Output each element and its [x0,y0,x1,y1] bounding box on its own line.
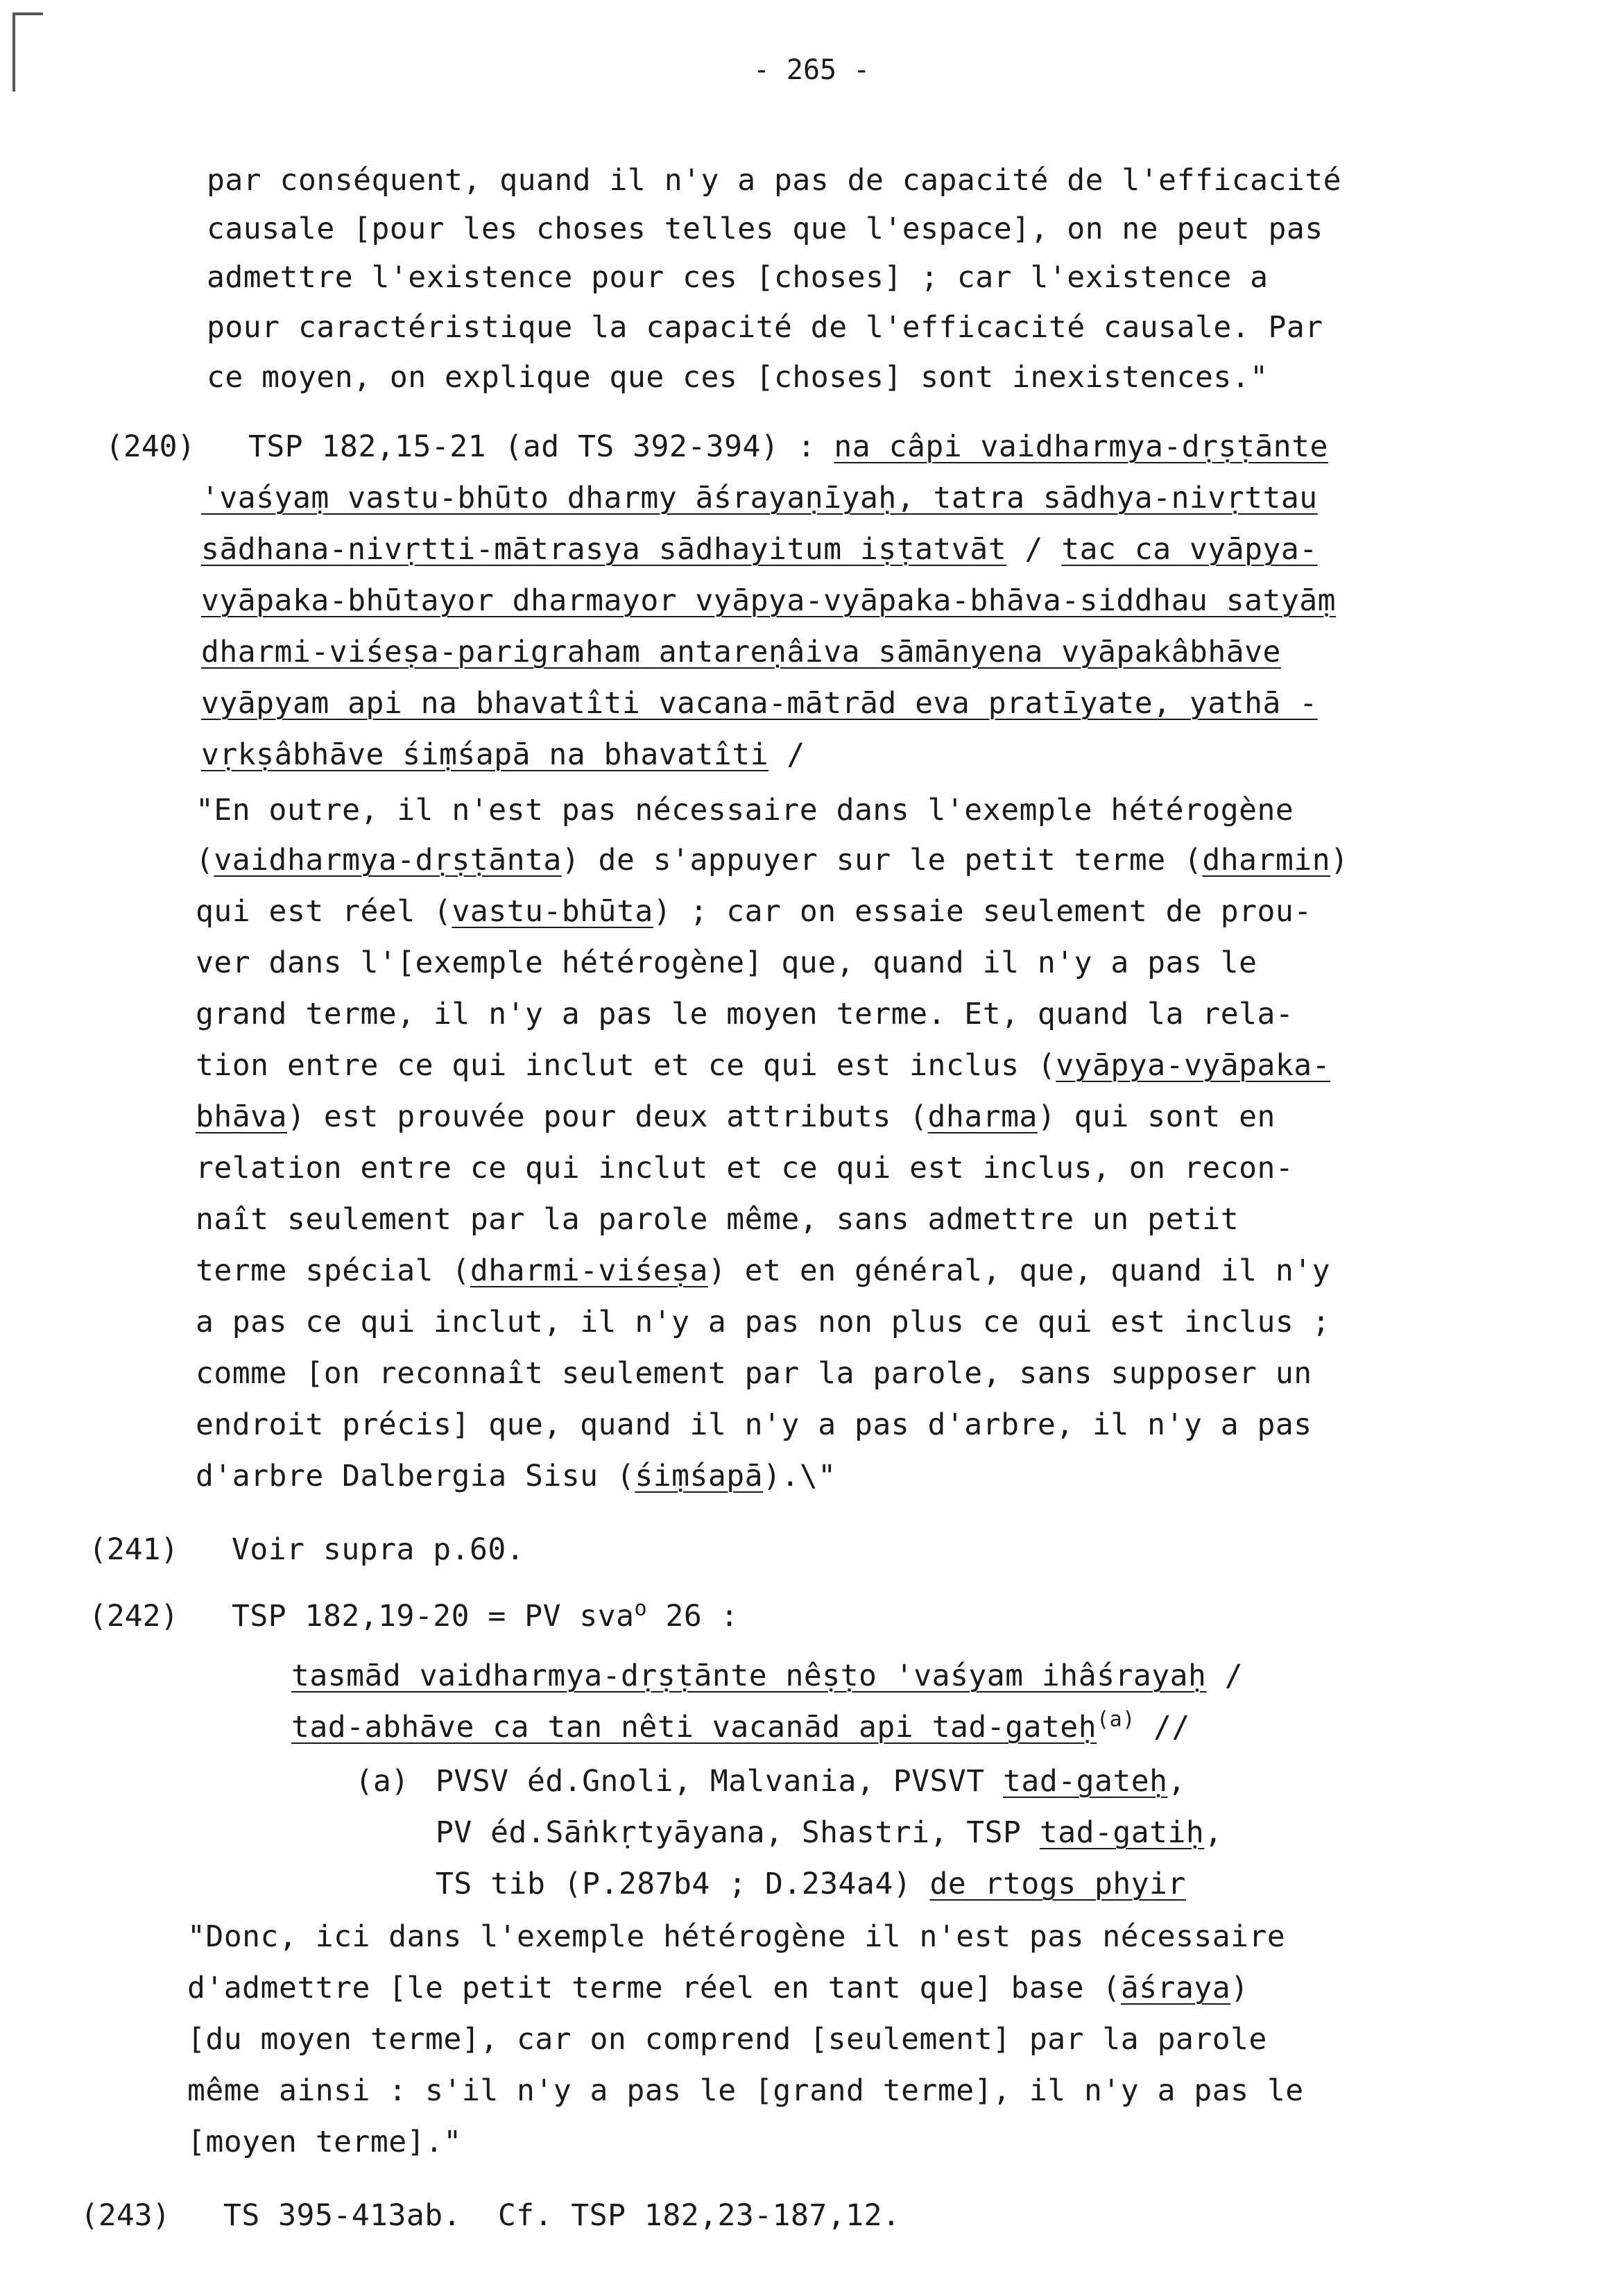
translation-line: tion entre ce qui inclut et ce qui est inclus (vyāpya-vyāpaka- [196,1048,1331,1083]
text-line: par conséquent, quand il n'y a pas de capacité de l'efficacité [207,163,1342,198]
translation-line: "En outre, il n'est pas nécessaire dans l'exemple hétérogène [196,793,1294,828]
sanskrit-quote-line: vṛkṣâbhāve śiṃśapā na bhavatîti / [201,737,805,772]
translation-line: d'arbre Dalbergia Sisu (śiṃśapā).\" [196,1459,836,1493]
note-240-head: TSP 182,15-21 (ad TS 392-394) : na câpi vaidharmya-dṛṣṭānte [248,429,1328,464]
text-line: admettre l'existence pour ces [choses] ; car l'existence a [207,260,1269,295]
translation-line: [moyen terme]." [187,2125,462,2159]
translation-line: même ainsi : s'il n'y a pas le [grand terme], il n'y a pas le [187,2073,1304,2108]
translation-line: terme spécial (dharmi-viśeṣa) et en général, que, quand il n'y [196,1253,1331,1288]
page-number: - 265 - [753,54,870,86]
note-243-text: TS 395-413ab. Cf. TSP 182,23-187,12. [223,2198,901,2233]
sanskrit-quote: na câpi vaidharmya-dṛṣṭānte [834,429,1328,464]
sanskrit-quote-line: sādhana-nivṛtti-mātrasya sādhayitum iṣṭatvāt / tac ca vyāpya- [201,532,1318,567]
note-label-241: (241) [89,1532,179,1567]
translation-line: "Donc, ici dans l'exemple hétérogène il n'est pas nécessaire [187,1919,1286,1954]
note-label-242: (242) [89,1599,179,1634]
sanskrit-quote-line: 'vaśyaṃ vastu-bhūto dharmy āśrayaṇīyaḥ, tatra sādhya-nivṛttau [201,481,1318,515]
note-242-head: TSP 182,19-20 = PV sva$^o$ 26 : [232,1596,739,1634]
translation-line: grand terme, il n'y a pas le moyen terme. Et, quand la rela- [196,997,1294,1031]
text-line: causale [pour les choses telles que l'espace], on ne peut pas [207,212,1323,246]
note-label-243: (243) [80,2198,171,2233]
translation-line: ver dans l'[exemple hétérogène] que, quand il n'y a pas le [196,945,1257,980]
variant-label: (a) [355,1764,409,1799]
verse-line: tad-abhāve ca tan nêti vacanād api tad-gateḥ$^{(a)}$ // [291,1707,1190,1745]
sanskrit-quote-line: dharmi-viśeṣa-parigraham antareṇâiva sāmānyena vyāpakâbhāve [201,635,1281,669]
translation-line: (vaidharmya-dṛṣṭānta) de s'appuyer sur le petit terme (dharmin) [196,843,1349,877]
translation-line: endroit précis] que, quand il n'y a pas d'arbre, il n'y a pas [196,1407,1312,1442]
translation-line: naît seulement par la parole même, sans admettre un petit [196,1202,1239,1237]
translation-line: relation entre ce qui inclut et ce qui est inclus, on recon- [196,1151,1294,1185]
translation-line: [du moyen terme], car on comprend [seulement] par la parole [187,2022,1267,2057]
variant-line: TS tib (P.287b4 ; D.234a4) de rtogs phyir [436,1867,1186,1901]
note-label-240: (240) [105,429,196,464]
translation-line: d'admettre [le petit terme réel en tant que] base (āśraya) [187,1971,1249,2005]
text-line: pour caractéristique la capacité de l'efficacité causale. Par [207,310,1323,345]
translation-line: bhāva) est prouvée pour deux attributs (dharma) qui sont en [196,1099,1276,1134]
translation-line: comme [on reconnaît seulement par la parole, sans supposer un [196,1356,1312,1391]
variant-line: PVSV éd.Gnoli, Malvania, PVSVT tad-gateḥ, [436,1764,1186,1799]
verse-line: tasmād vaidharmya-dṛṣṭānte nêṣṭo 'vaśyam ihâśrayaḥ / [291,1659,1244,1693]
sanskrit-quote-line: vyāpyam api na bhavatîti vacana-mātrād eva pratīyate, yathā - [201,686,1318,721]
text-line: ce moyen, on explique que ces [choses] sont inexistences." [207,360,1269,395]
sanskrit-quote-line: vyāpaka-bhūtayor dharmayor vyāpya-vyāpaka-bhāva-siddhau satyāṃ [201,583,1337,618]
note-241-text: Voir supra p.60. [232,1532,525,1567]
variant-line: PV éd.Sāṅkṛtyāyana, Shastri, TSP tad-gatiḥ, [436,1815,1223,1850]
translation-line: qui est réel (vastu-bhūta) ; car on essaie seulement de prou- [196,894,1312,929]
translation-line: a pas ce qui inclut, il n'y a pas non plus ce qui est inclus ; [196,1305,1331,1339]
